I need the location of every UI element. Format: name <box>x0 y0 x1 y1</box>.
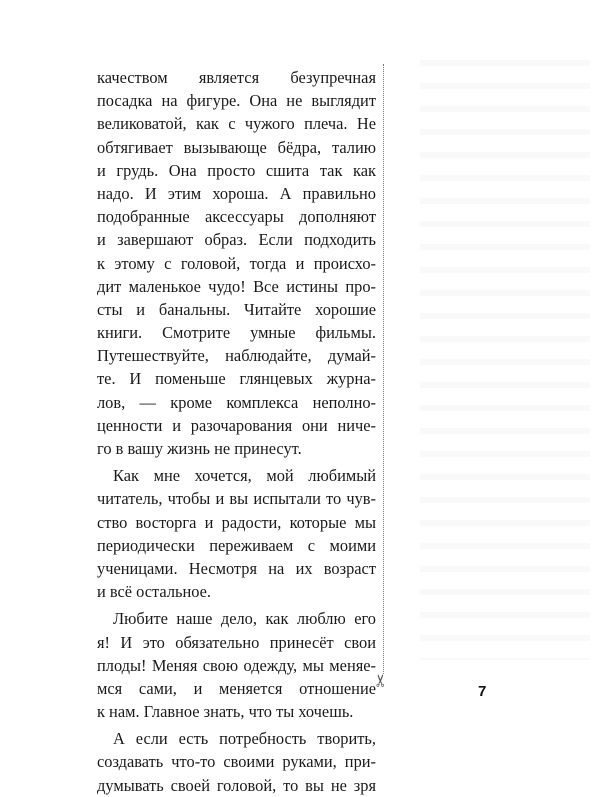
text-line: и завершают образ. Если подходить <box>97 230 376 250</box>
cut-guide-dotted-line <box>383 64 384 674</box>
text-line: ученицами. Несмотря на их возраст <box>97 558 376 578</box>
text-line: книги. Смотрите умные фильмы. <box>97 323 376 343</box>
text-line: к нам. Главное знать, что ты хочешь. <box>97 702 354 722</box>
paragraph-1 <box>97 66 376 460</box>
text-line: и грудь. Она просто сшита так как <box>97 160 376 180</box>
text-line: ценности и разочарования они ниче- <box>97 415 376 435</box>
scissors-icon: ✂ <box>371 673 392 688</box>
text-line: читатель, чтобы и вы испытали то чув- <box>97 489 376 509</box>
text-line: дит маленькое чудо! Все истины про- <box>97 276 376 296</box>
text-line: го в вашу жизнь не принесут. <box>97 439 302 458</box>
page-number: 7 <box>478 683 487 700</box>
text-line: к этому с головой, тогда и происхо- <box>97 253 376 273</box>
text-line: Путешествуйте, наблюдайте, думай- <box>97 346 376 366</box>
text-line: качеством является безупречная <box>97 68 376 87</box>
text-line: плоды! Меняя свою одежду, мы меняе- <box>97 655 376 675</box>
text-line: и всё остальное. <box>97 582 212 602</box>
text-line: думывать своей головой, то вы не зря <box>97 775 376 795</box>
text-line: периодически переживаем с моими <box>97 535 376 555</box>
text-line: подобранные аксессуары дополняют <box>97 207 376 227</box>
text-line: те. И поменьше глянцевых журна- <box>97 369 376 389</box>
text-line: посадка на фигуре. Она не выглядит <box>97 91 376 111</box>
text-line: великоватой, как с чужого плеча. Не <box>97 114 376 134</box>
text-line: мся сами, и меняется отношение <box>97 678 376 698</box>
text-line: я! И это обязательно принесёт свои <box>97 632 376 652</box>
text-line: обтягивает вызывающе бёдра, талию <box>97 137 376 157</box>
text-line: ство восторга и радости, которые мы <box>97 512 376 532</box>
text-line: Любите наше дело, как люблю его <box>113 609 376 629</box>
text-line: надо. И этим хороша. А правильно <box>97 183 376 203</box>
text-line: Как мне хочется, мой любимый <box>113 466 376 486</box>
text-line: сты и банальны. Читайте хорошие <box>97 299 376 319</box>
paragraph-3 <box>97 607 376 723</box>
paragraph-4 <box>97 727 376 797</box>
text-line: лов, — кроме комплекса неполно- <box>97 392 376 412</box>
bleed-through-texture <box>420 60 590 660</box>
paragraph-2 <box>97 464 376 603</box>
text-line: А если есть потребность творить, <box>113 729 376 749</box>
text-line: создавать что-то своими руками, при- <box>97 752 376 772</box>
body-text <box>97 66 376 797</box>
